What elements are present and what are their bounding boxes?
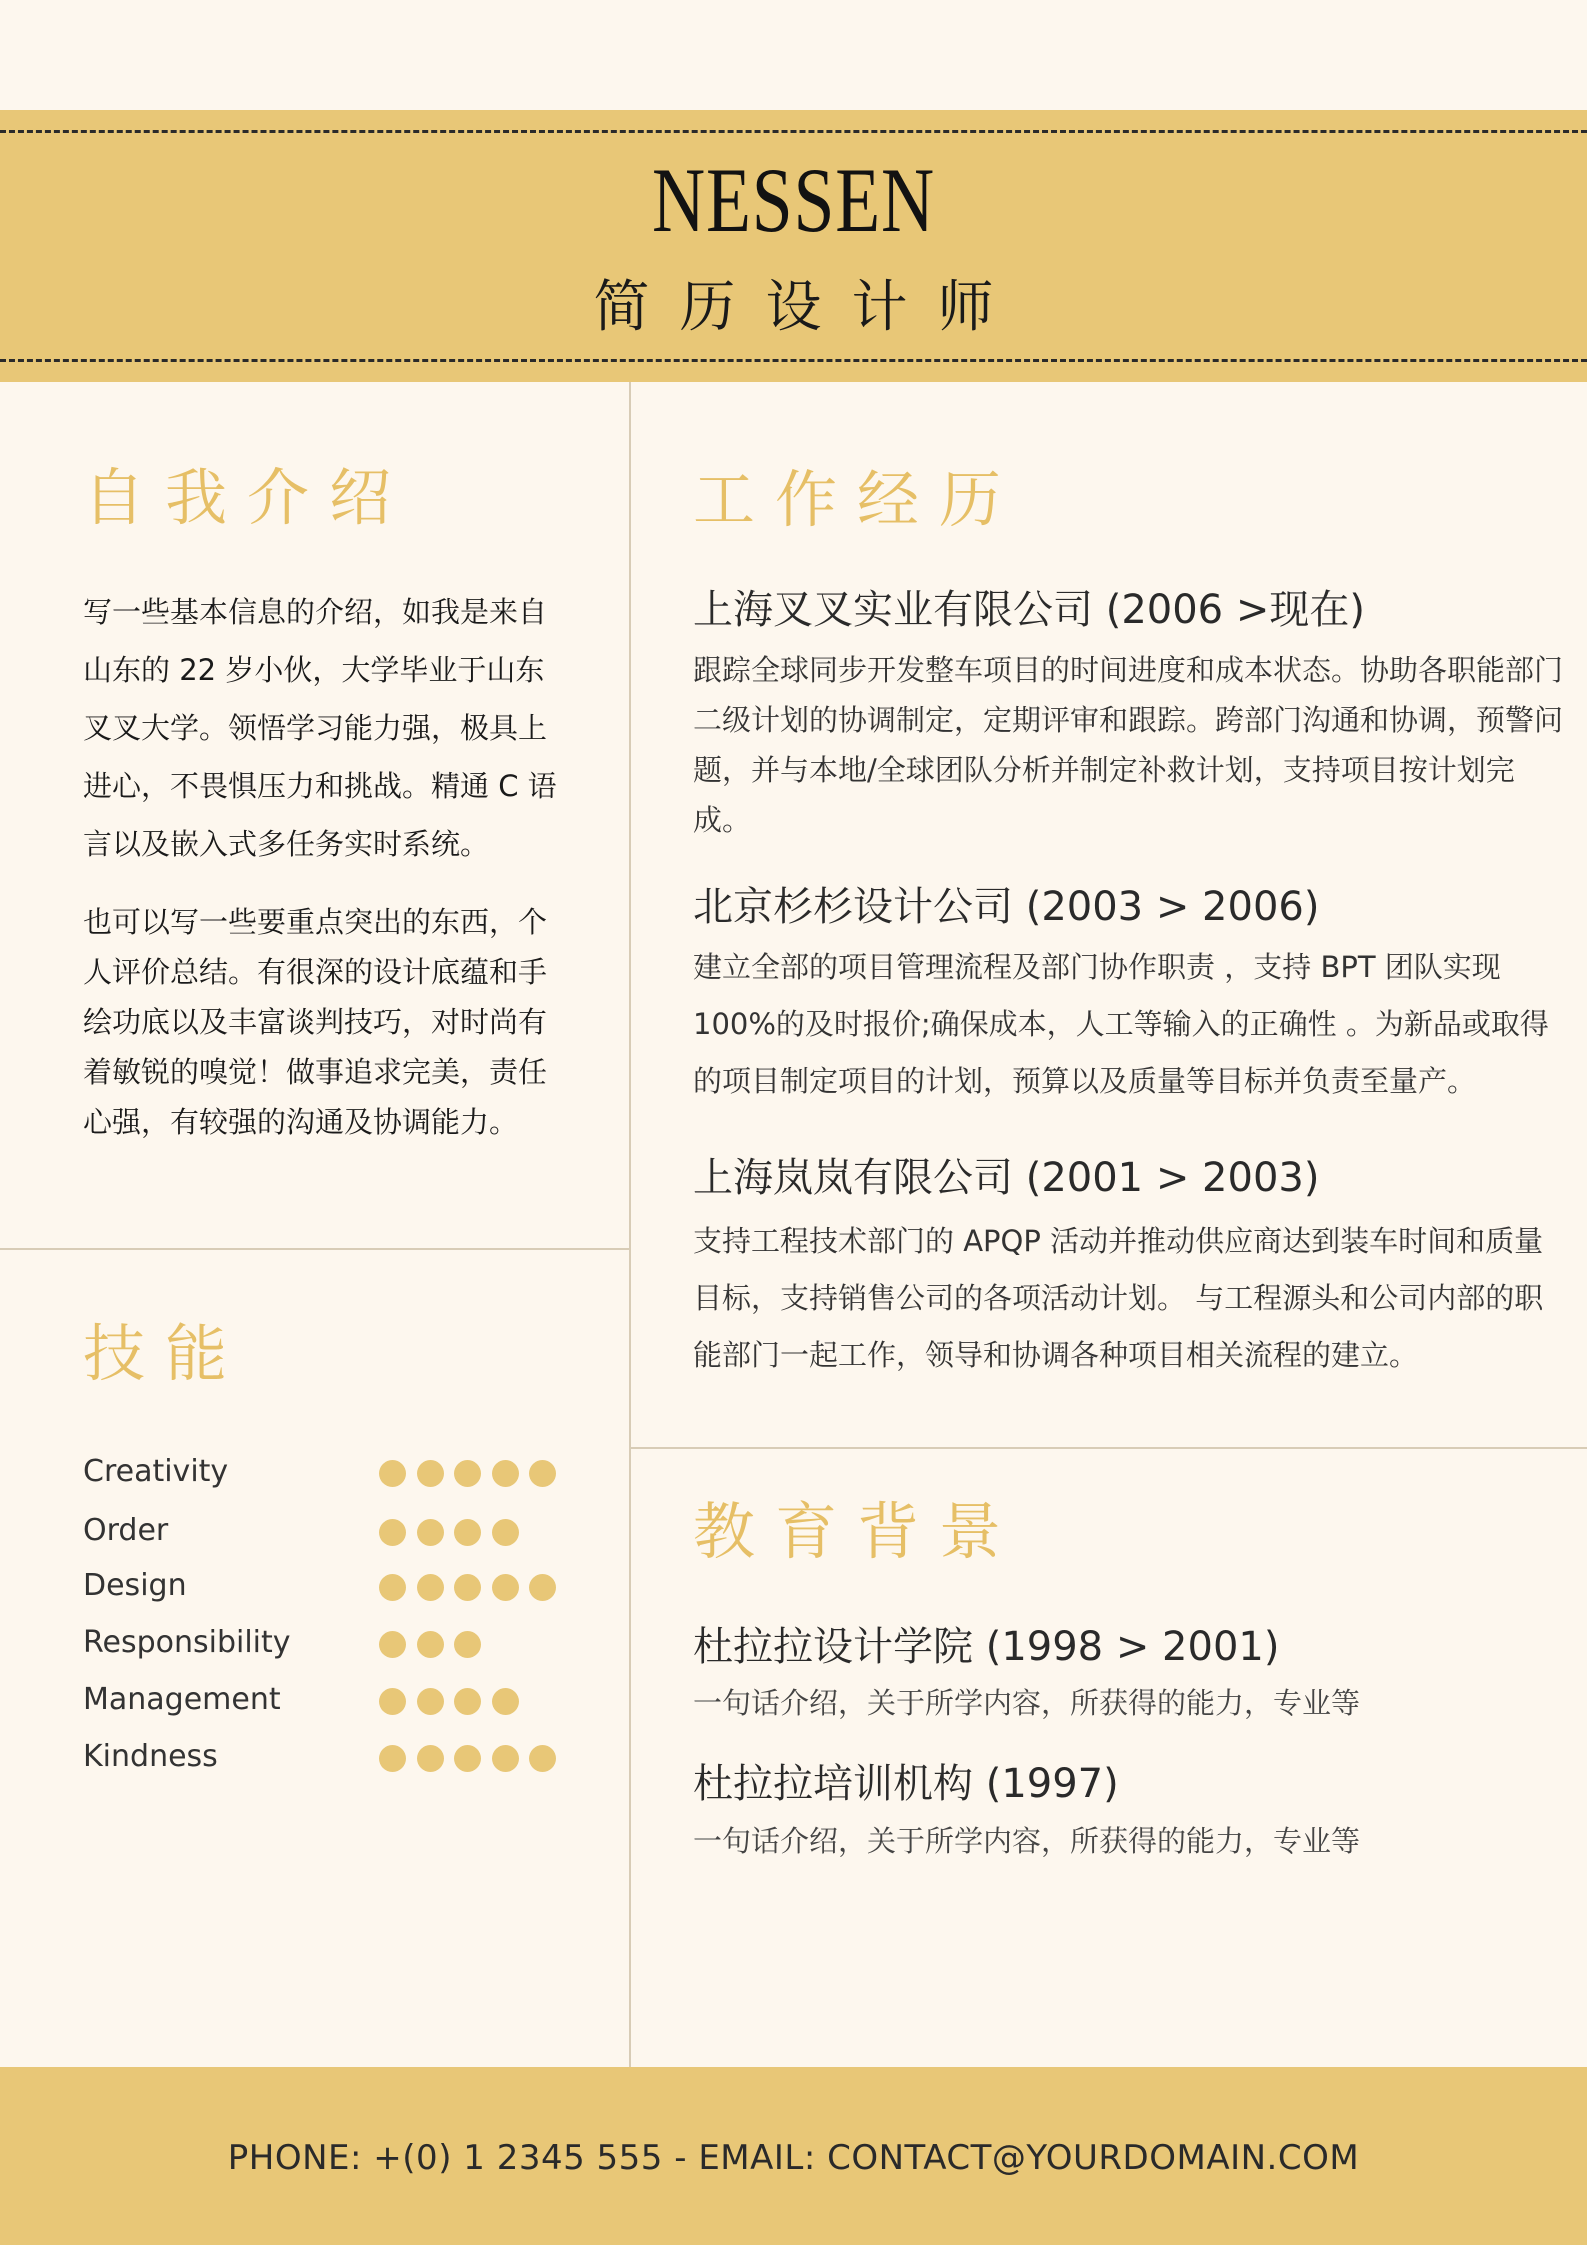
about-paragraph-1: 写一些基本信息的介绍，如我是来自山东的 22 岁小伙，大学毕业于山东叉叉大学。领悟学习能力强，极具上进心，不畏惧压力和挑战。精通 C 语言以及嵌入式多任务实时系统。 <box>83 595 557 861</box>
skill-label: Kindness <box>83 1739 218 1774</box>
skill-dot-icon <box>379 1745 406 1772</box>
skill-dot-icon <box>454 1631 481 1658</box>
footer-band <box>0 2067 1587 2245</box>
skill-dot-icon <box>417 1574 444 1601</box>
header-dashed-line-bottom <box>0 359 1587 362</box>
resume-name: NESSEN <box>652 149 935 251</box>
skill-dot-icon <box>417 1688 444 1715</box>
skill-label: Design <box>83 1568 187 1603</box>
skill-dot-icon <box>492 1519 519 1546</box>
skill-row <box>83 1680 563 1720</box>
job-title: 上海岚岚有限公司 (2001 > 2003) <box>693 1155 1320 1201</box>
education-description: 一句话介绍，关于所学内容，所获得的能力，专业等 <box>693 1686 1361 1720</box>
skill-dot-icon <box>454 1745 481 1772</box>
work-title: 工作经历 <box>693 463 1022 536</box>
job-title: 上海叉叉实业有限公司 (2006 >现在) <box>693 587 1365 633</box>
skill-dot-icon <box>417 1519 444 1546</box>
skill-dot-icon <box>529 1460 556 1487</box>
skill-dot-icon <box>529 1574 556 1601</box>
right-section-divider <box>630 1447 1587 1449</box>
column-divider <box>629 382 631 2067</box>
skill-dot-icon <box>454 1460 481 1487</box>
education-title-item: 杜拉拉设计学院 (1998 > 2001) <box>693 1624 1280 1670</box>
skill-dot-icon <box>529 1745 556 1772</box>
skill-dot-icon <box>454 1688 481 1715</box>
skill-label: Responsibility <box>83 1625 291 1660</box>
skill-dot-icon <box>492 1460 519 1487</box>
skill-dot-icon <box>417 1745 444 1772</box>
skill-dot-icon <box>417 1460 444 1487</box>
skill-dot-icon <box>379 1519 406 1546</box>
left-section-divider <box>0 1248 630 1250</box>
contact-info: PHONE: +(0) 1 2345 555 - EMAIL: CONTACT@YOURDOMAIN.COM <box>227 2138 1360 2178</box>
education-title-item: 杜拉拉培训机构 (1997) <box>693 1761 1119 1807</box>
skill-dot-icon <box>379 1574 406 1601</box>
about-title: 自我介绍 <box>83 461 412 534</box>
about-paragraph-2: 也可以写一些要重点突出的东西，个人评价总结。有很深的设计底蕴和手绘功底以及丰富谈判技巧，对时尚有着敏锐的嗅觉！做事追求完美，责任心强，有较强的沟通及协调能力。 <box>83 905 548 1139</box>
skill-dot-icon <box>454 1519 481 1546</box>
skill-row <box>83 1623 563 1663</box>
skill-dot-icon <box>492 1574 519 1601</box>
skill-dot-icon <box>379 1631 406 1658</box>
resume-role: 简历设计师 <box>593 275 1024 340</box>
job-description: 跟踪全球同步开发整车项目的时间进度和成本状态。协助各职能部门二级计划的协调制定，定期评审和跟踪。跨部门沟通和协调，预警问题，并与本地/全球团队分析并制定补救计划，支持项目按计划完成。 <box>693 653 1564 837</box>
skill-label: Order <box>83 1513 169 1548</box>
education-description: 一句话介绍，关于所学内容，所获得的能力，专业等 <box>693 1824 1361 1858</box>
skill-dot-icon <box>417 1631 444 1658</box>
skill-row <box>83 1737 563 1777</box>
education-title: 教育背景 <box>693 1495 1022 1568</box>
skill-dot-icon <box>492 1688 519 1715</box>
header-dashed-line-top <box>0 130 1587 133</box>
skills-title: 技能 <box>83 1317 248 1390</box>
skill-row <box>83 1511 563 1551</box>
skill-dot-icon <box>492 1745 519 1772</box>
skill-dot-icon <box>379 1688 406 1715</box>
skill-label: Management <box>83 1682 281 1717</box>
job-description: 支持工程技术部门的 APQP 活动并推动供应商达到装车时间和质量目标，支持销售公司的各项活动计划。 与工程源头和公司内部的职能部门一起工作，领导和协调各种项目相关流程的建立。 <box>693 1224 1544 1372</box>
skill-row <box>83 1452 563 1492</box>
skill-dot-icon <box>454 1574 481 1601</box>
job-title: 北京杉杉设计公司 (2003 > 2006) <box>693 884 1320 930</box>
header-band <box>0 110 1587 382</box>
skill-dot-icon <box>379 1460 406 1487</box>
skill-row <box>83 1566 563 1606</box>
job-description: 建立全部的项目管理流程及部门协作职责 ，支持 BPT 团队实现 100%的及时报价;确保成本，人工等输入的正确性 。为新品或取得的项目制定项目的计划，预算以及质量等目标并负责至量产。 <box>693 950 1549 1098</box>
skill-label: Creativity <box>83 1454 229 1489</box>
